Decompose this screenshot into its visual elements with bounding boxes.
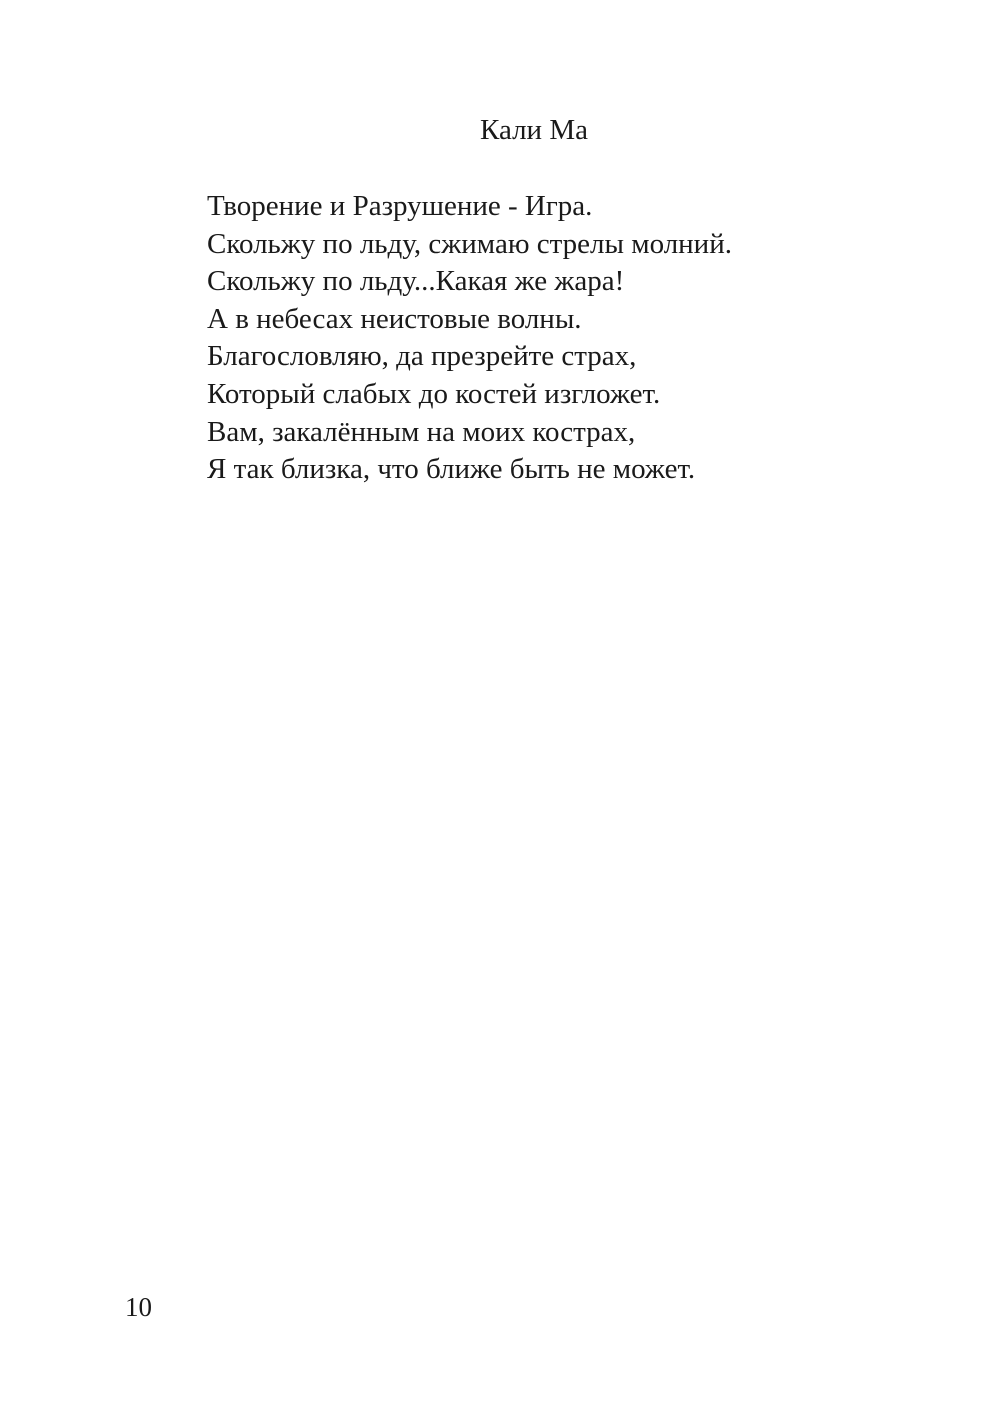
- poem-line: Творение и Разрушение - Игра.: [207, 190, 593, 222]
- poem-line: А в небесах неистовые волны.: [207, 302, 582, 335]
- poem-line: Скольжу по льду, сжимаю стрелы молний.: [207, 227, 732, 260]
- poem-line: Благословляю, да презрейте страх,: [207, 340, 637, 373]
- poem-line: Вам, закалённым на моих кострах,: [207, 415, 636, 448]
- page-number: 10: [125, 1292, 152, 1322]
- poem-line: Который слабых до костей изгложет.: [207, 377, 661, 410]
- poem-stanza: [207, 188, 732, 489]
- poem-line: Скольжу по льду...Какая же жара!: [207, 265, 625, 298]
- poem-line: Я так близка, что ближе быть не может.: [207, 453, 696, 486]
- poem-title: Кали Ма: [480, 114, 588, 146]
